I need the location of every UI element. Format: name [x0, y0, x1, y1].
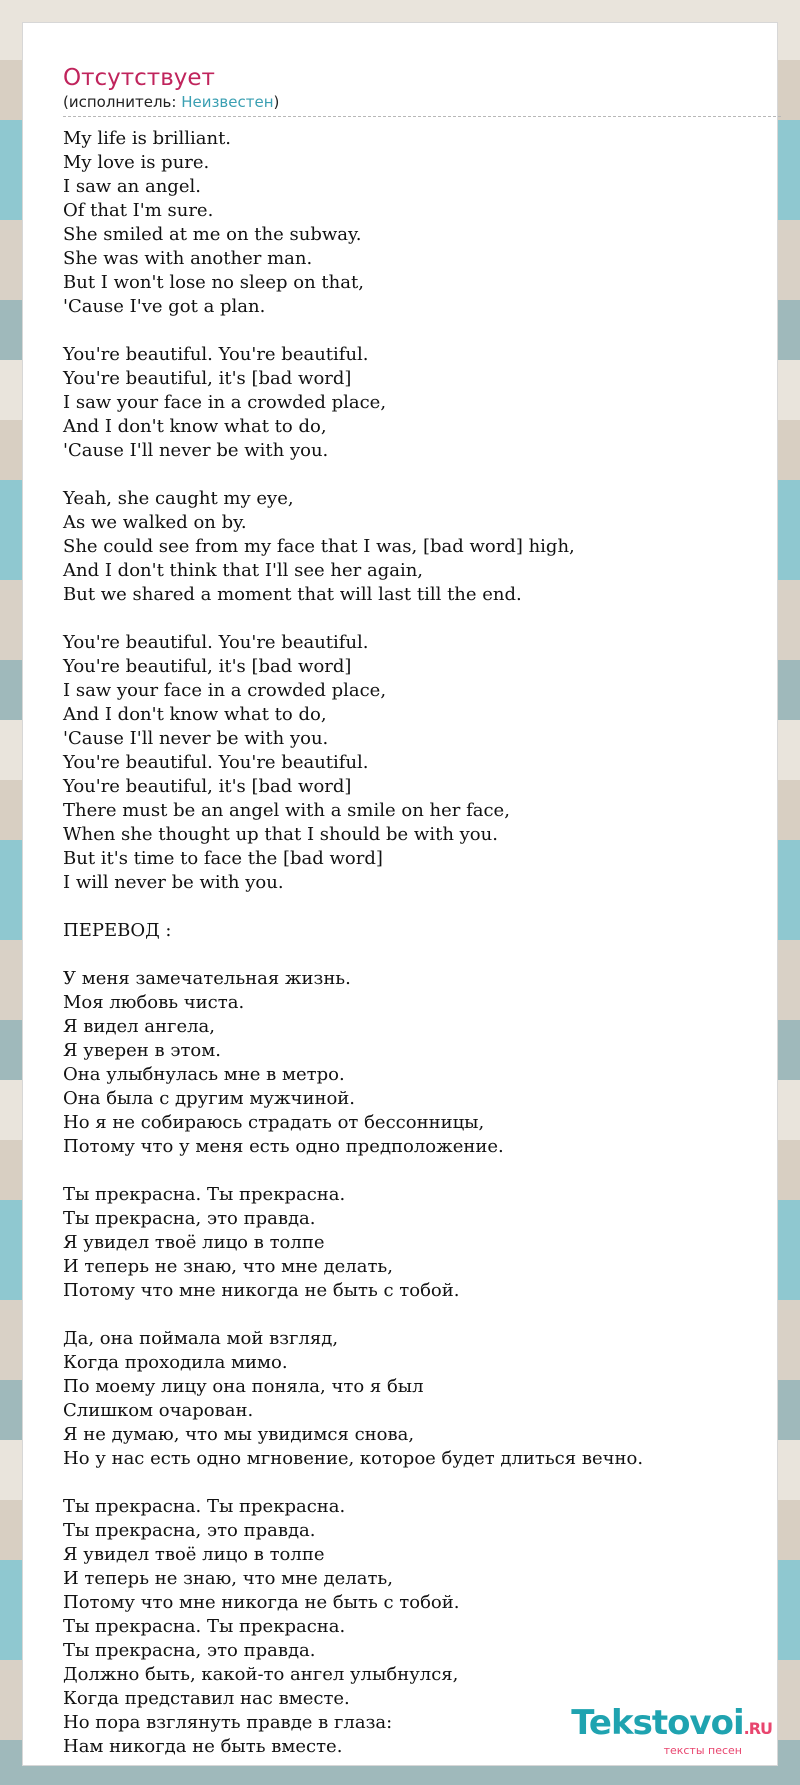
artist-prefix: (исполнитель: [63, 93, 182, 111]
lyrics-card [22, 22, 778, 1766]
artist-link[interactable]: Неизвестен [181, 93, 274, 111]
artist-line [63, 92, 781, 117]
logo-wordmark [571, 1703, 772, 1746]
site-logo[interactable] [571, 1703, 772, 1757]
logo-name: Tekstovoi [571, 1703, 744, 1743]
logo-tagline: тексты песен [663, 1744, 742, 1757]
logo-domain: .RU [743, 1719, 772, 1738]
lyrics-text: My life is brilliant. My love is pure. I saw an angel. Of that I'm sure. She smiled at me on the subway. She was with another man. But I won't lose no sleep on that, 'Cause I've got a plan. You're beautiful. You're beautiful. You're beautiful, it's [bad word] I saw your face in a crowded place, And I don't know what to do, 'Cause I'll never be with you. Yeah, she caught my eye, As we walked on by. She could see from my face that I was, [bad word] high, And I don't think that I'll see her again, But we shared a moment that will last till the end. You're beautiful. You're beautiful. You're beautiful, it's [bad word] I saw your face in a crowded place, And I don't know what to do, 'Cause I'll never be with you. You're beautiful. You're beautiful. You're beautiful, it's [bad word] There must be an angel with a smile on her face, When she thought up that I should be with you. But it's time to face the [bad word] I will never be with you. ПЕРЕВОД : У меня замечательная жизнь. Моя любовь чиста. Я видел ангела, Я уверен в этом. Она улыбнулась мне в метро. Она была с другим мужчиной. Но я не собираюсь страдать от бессонницы, Потому что у меня есть одно предположение. Ты прекрасна. Ты прекрасна. Ты прекрасна, это правда. Я увидел твоё лицо в толпе И теперь не знаю, что мне делать, Потому что мне никогда не быть с тобой. Да, она поймала мой взгляд, Когда проходила мимо. По моему лицу она поняла, что я был Слишком очарован. Я не думаю, что мы увидимся снова, Но у нас есть одно мгновение, которое будет длиться вечно. Ты прекрасна. Ты прекрасна. Ты прекрасна, это правда. Я увидел твоё лицо в толпе И теперь не знаю, что мне делать, Потому что мне никогда не быть с тобой. Ты прекрасна. Ты прекрасна. Ты прекрасна, это правда. Должно быть, какой-то ангел улыбнулся, Когда представил нас вместе. Но пора взглянуть правде в глаза: Нам никогда не быть вместе. [63, 128, 644, 1757]
song-title: Отсутствует [63, 65, 215, 91]
artist-suffix: ) [273, 93, 280, 111]
